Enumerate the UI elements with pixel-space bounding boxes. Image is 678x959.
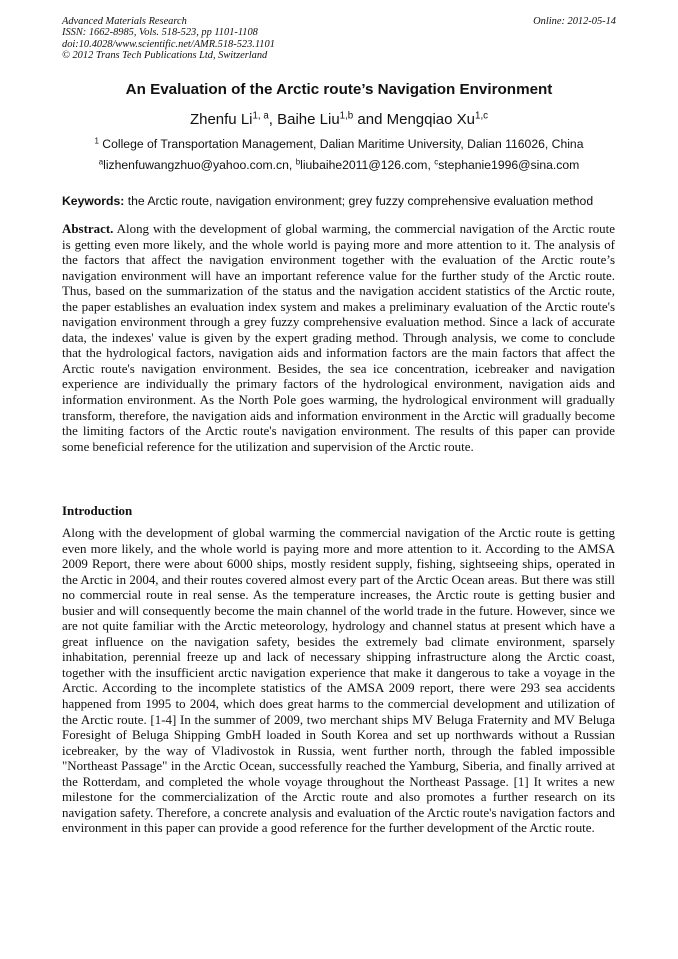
- abstract-text: Along with the development of global warming, the commercial navigation of the Arctic route is getting even more likely, and the whole world is paying more and more attention to it. The analysis of the factors that affect the navigation environment together with the evaluation of the Arctic route’s navigation environment will have an important reference value for the further study of the Arctic route. Thus, based on the summarization of the status and the navigation accident statistics of the Arctic route, the paper establishes an evaluation index system and makes a preliminary evaluation of the Arctic route's navigation environment through a grey fuzzy comprehensive evaluation method. Since a lack of accurate data, the indexes' value is given by the expert grading method. Through analysis, we come to conclude that the hydrological factors, navigation aids and information factors are the main factors that affect the Arctic route's navigation environment. Besides, the sea ice concentration, icebreaker and navigation experience are individually the primary factors of the hydrological environment, navigation aids and information environment. As the North Pole goes warming, the hydrological environment will gradually transform, therefore, the navigation aids and information environment in the Arctic will gradually become the limiting factors of the Arctic route's navigation environment. The results of this paper can provide some beneficial reference for the utilization and supervision of the Arctic route.: [62, 221, 615, 454]
- author-superscript: 1,c: [475, 110, 489, 122]
- doi-line: doi:10.4028/www.scientific.net/AMR.518-523.1101: [62, 38, 275, 50]
- affiliation-text: College of Transportation Management, Dalian Maritime University, Dalian 116026, China: [98, 137, 584, 151]
- author-separator: ,: [268, 111, 278, 128]
- keywords-label: Keywords:: [62, 194, 125, 208]
- keywords-text: the Arctic route, navigation environment; grey fuzzy comprehensive evaluation method: [124, 194, 594, 208]
- email-text: stephanie1996@sina.com: [438, 158, 580, 172]
- email-superscript: a: [98, 157, 104, 167]
- email-superscript: b: [295, 157, 301, 167]
- email-text: liubaihe2011@126.com,: [300, 158, 435, 172]
- author-name: Zhenfu Li: [189, 111, 253, 128]
- journal-header: [62, 16, 616, 62]
- abstract-label: Abstract.: [62, 221, 114, 236]
- email-superscript: c: [434, 157, 439, 167]
- author-name: Baihe Liu: [277, 111, 340, 128]
- journal-name: Advanced Materials Research: [62, 16, 187, 27]
- issn-line: ISSN: 1662-8985, Vols. 518-523, pp 1101-1108: [62, 27, 258, 39]
- email-text: lizhenfuwangzhuo@yahoo.com.cn,: [103, 158, 296, 172]
- affiliation: [0, 137, 678, 151]
- introduction-body: Along with the development of global warming the commercial navigation of the Arctic route is getting even more likely, and the whole world is paying more and more attention to it. According to the AMSA 2009 Report, there were about 6000 ships, mostly resident supply, fishing, sightseeing ships, operated in the Arctic in 2004, and their routes covered almost every part of the Arctic Ocean areas. But there was still no commercial route in real sense. As the temperature increases, the Arctic route is getting busier and busier and will consequently become the main channel of the world trade in the future. However, since we are not quite familiar with the Arctic meteorology, hydrology and channel status at present which have a great influence on the navigation safety, besides the extremely bad climate environment, sparsely inhabitation, perennial freeze up and lack of necessary shipping infrastructure along the Arctic coast, together with the insufficient arctic navigation experience that make it dangerous to take a voyage in the Arctic. According to the incomplete statistics of the AMSA 2009 report, there were 293 sea accidents happened from 1995 to 2004, which does great harms to the commercial development and utilization of the Arctic route. [1-4] In the summer of 2009, two merchant ships MV Beluga Fraternity and MV Beluga Foresight of Beluga Shipping GmbH loaded in South Korea and set up northwards without a Russian icebreaker, by the way of Vladivostok in Russia, went further north, through the fabled impossible "Northeast Passage" in the Arctic Ocean, successfully reached the Yamburg, Siberia, and finally arrived at the Rotterdam, and completed the whole voyage throughout the Northeast Passage. [1] It writes a new milestone for the commercialization of the Arctic route and also promotes a further research on its navigation safety. Therefore, a concrete analysis and evaluation of the Arctic route's navigation factors and environment in this paper can provide a good reference for the further development of the Arctic route.: [62, 525, 615, 836]
- author-superscript: 1,b: [339, 110, 354, 122]
- abstract: [62, 221, 615, 454]
- paper-title: An Evaluation of the Arctic route’s Navigation Environment: [125, 81, 553, 98]
- introduction-heading: Introduction: [62, 503, 133, 518]
- affiliation-superscript: 1: [94, 136, 99, 146]
- author-superscript: 1, a: [252, 110, 269, 122]
- keywords: [62, 194, 618, 208]
- author-name: Mengqiao Xu: [386, 111, 476, 128]
- author-emails: [0, 158, 678, 172]
- author-list: [0, 111, 678, 128]
- copyright-line: © 2012 Trans Tech Publications Ltd, Switzerland: [62, 50, 268, 62]
- author-separator: and: [353, 111, 387, 128]
- online-date: Online: 2012-05-14: [533, 16, 616, 27]
